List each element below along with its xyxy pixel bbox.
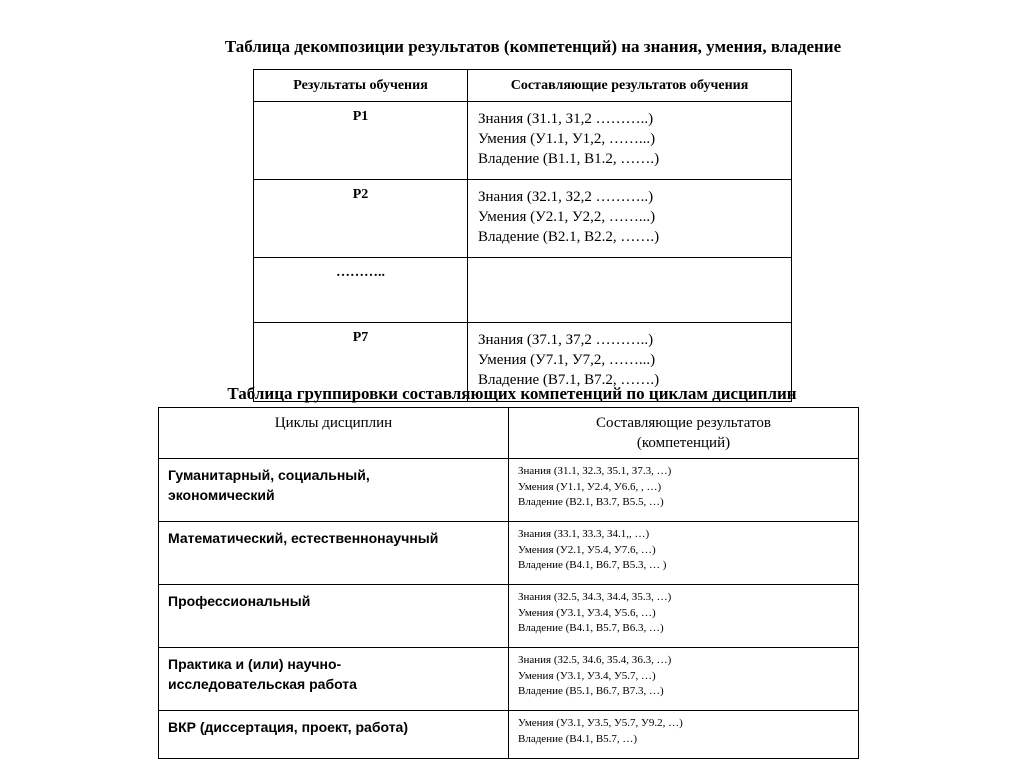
table-row bbox=[159, 648, 859, 711]
skills-line: Умения (У1.1, У2.4, У6.6, , …) bbox=[518, 480, 662, 493]
cycle-label-line: исследовательская работа bbox=[168, 676, 357, 692]
cycle-label bbox=[159, 585, 509, 648]
cycle-label-line: Профессиональный bbox=[168, 593, 311, 609]
header-discipline-cycles: Циклы дисциплин bbox=[159, 408, 509, 459]
cycle-label-line: Практика и (или) научно- bbox=[168, 656, 342, 672]
cycle-label-line: экономический bbox=[168, 487, 275, 503]
outcome-label: Р7 bbox=[254, 323, 468, 402]
cycle-label-line: Математический, естественнонаучный bbox=[168, 530, 439, 546]
header-line: Составляющие результатов bbox=[596, 415, 771, 431]
header-competence-components bbox=[509, 408, 859, 459]
mastery-line: Владение (В1.1, В1.2, …….) bbox=[478, 151, 660, 167]
mastery-line: Владение (В5.1, В6.7, В7.3, …) bbox=[518, 685, 664, 697]
cycle-label-line: Гуманитарный, социальный, bbox=[168, 467, 370, 483]
mastery-line: Владение (В4.1, В6.7, В5.3, … ) bbox=[518, 559, 667, 571]
grouping-table-title: Таблица группировки составляющих компетенций по циклам дисциплин bbox=[227, 384, 797, 403]
cycle-components bbox=[509, 522, 859, 585]
cycle-label-line: ВКР (диссертация, проект, работа) bbox=[168, 719, 408, 735]
skills-line: Умения (У3.1, У3.5, У5.7, У9.2, …) bbox=[518, 717, 683, 729]
cycle-components bbox=[509, 459, 859, 522]
outcome-components bbox=[468, 102, 792, 180]
table-row bbox=[159, 585, 859, 648]
knowledge-line: Знания (З2.5, З4.6, З5.4, З6.3, …) bbox=[518, 654, 672, 666]
outcome-components bbox=[468, 180, 792, 258]
knowledge-line: Знания (З1.1, З1,2 ………..) bbox=[478, 111, 654, 127]
skills-line: Умения (У3.1, У3.4, У5.7, …) bbox=[518, 669, 656, 682]
decomposition-table-title: Таблица декомпозиции результатов (компетенций) на знания, умения, владение bbox=[224, 37, 842, 56]
table-header-row bbox=[159, 408, 859, 459]
mastery-line: Владение (В2.1, В3.7, В5.5, …) bbox=[518, 496, 664, 508]
outcome-label: Р2 bbox=[254, 180, 468, 258]
table-header-row bbox=[254, 70, 792, 102]
header-line: (компетенций) bbox=[636, 435, 731, 451]
table-row bbox=[159, 459, 859, 522]
cycle-components bbox=[509, 648, 859, 711]
knowledge-line: Знания (З2.5, З4.3, З4.4, З5.3, …) bbox=[518, 591, 672, 603]
skills-line: Умения (У1.1, У1,2, ……...) bbox=[478, 131, 656, 147]
skills-line: Умения (У3.1, У3.4, У5.6, …) bbox=[518, 606, 656, 619]
decomposition-table bbox=[253, 69, 792, 402]
outcome-label: Р1 bbox=[254, 102, 468, 180]
cycle-components bbox=[509, 711, 859, 759]
cycle-label bbox=[159, 648, 509, 711]
table-row bbox=[254, 102, 792, 180]
knowledge-line: Знания (З1.1, З2.3, З5.1, З7.3, …) bbox=[518, 465, 672, 477]
grouping-table bbox=[158, 407, 859, 759]
header-outcome-components: Составляющие результатов обучения bbox=[468, 70, 792, 102]
cycle-label bbox=[159, 711, 509, 759]
mastery-line: Владение (В4.1, В5.7, В6.3, …) bbox=[518, 622, 664, 634]
knowledge-line: Знания (З3.1, З3.3, З4.1,, …) bbox=[518, 528, 650, 540]
table-row bbox=[159, 711, 859, 759]
skills-line: Умения (У7.1, У7,2, ……...) bbox=[478, 352, 656, 368]
knowledge-line: Знания (З2.1, З2,2 ………..) bbox=[478, 189, 654, 205]
mastery-line: Владение (В2.1, В2.2, …….) bbox=[478, 229, 660, 245]
skills-line: Умения (У2.1, У2,2, ……...) bbox=[478, 209, 656, 225]
table-row bbox=[254, 180, 792, 258]
outcome-label: ……….. bbox=[254, 258, 468, 323]
skills-line: Умения (У2.1, У5.4, У7.6, …) bbox=[518, 543, 656, 556]
table-row bbox=[254, 258, 792, 323]
mastery-line: Владение (В7.1, В7.2, …….) bbox=[478, 372, 660, 388]
knowledge-line: Знания (З7.1, З7,2 ………..) bbox=[478, 332, 654, 348]
cycle-label bbox=[159, 459, 509, 522]
cycle-label bbox=[159, 522, 509, 585]
header-learning-outcomes: Результаты обучения bbox=[254, 70, 468, 102]
outcome-components bbox=[468, 258, 792, 323]
cycle-components bbox=[509, 585, 859, 648]
table-row bbox=[159, 522, 859, 585]
mastery-line: Владение (В4.1, В5.7, …) bbox=[518, 732, 638, 745]
